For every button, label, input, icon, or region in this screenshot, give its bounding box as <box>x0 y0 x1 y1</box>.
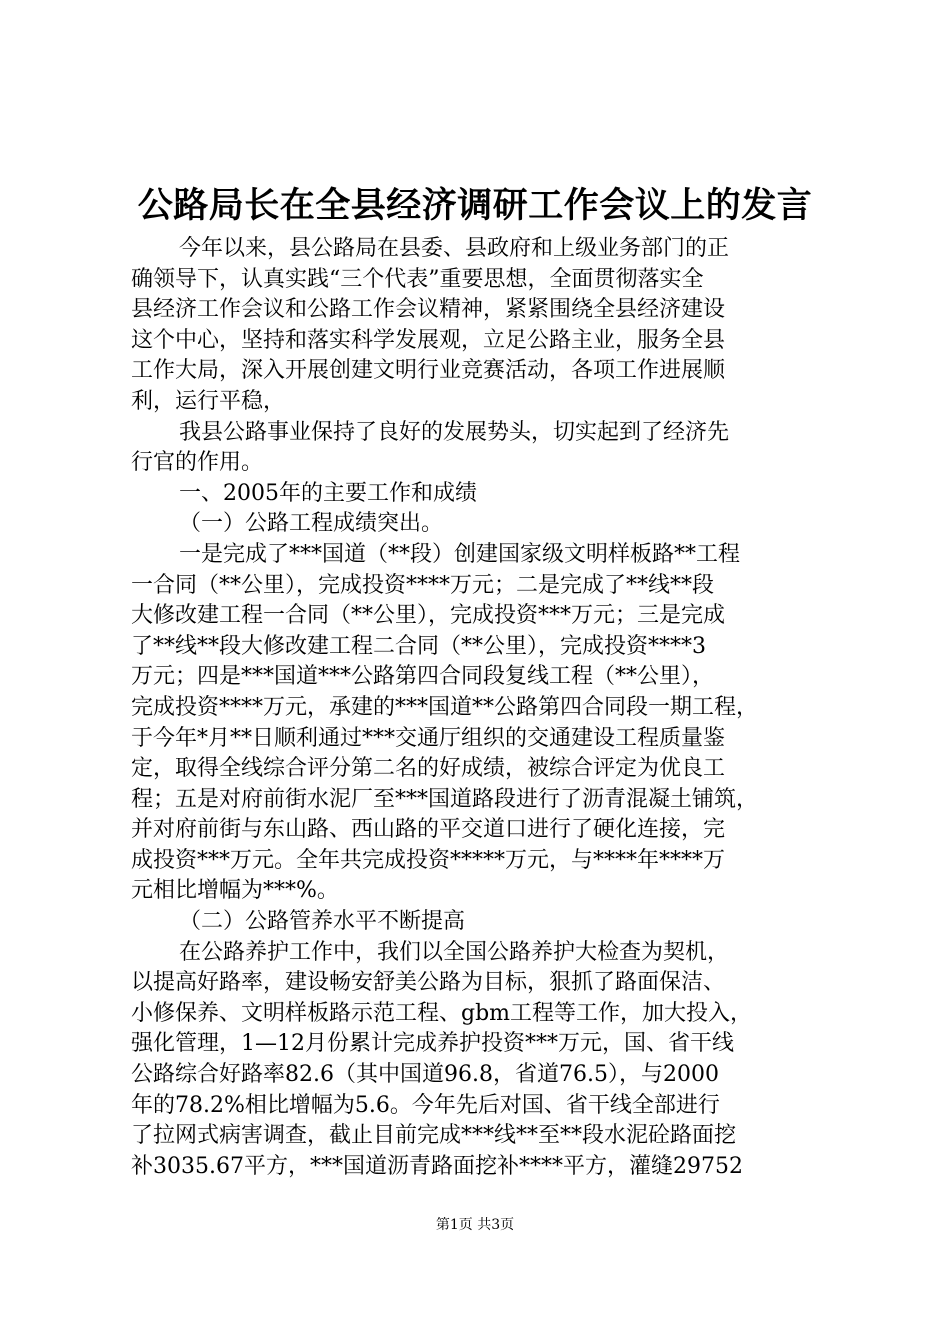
text-line: 强化管理，1—12月份累计完成养护投资***万元，国、省干线 <box>131 1031 734 1057</box>
text-line: 工作大局，深入开展创建文明行业竞赛活动，各项工作进展顺 <box>131 358 726 384</box>
text-line: 在公路养护工作中，我们以全国公路养护大检查为契机， <box>179 939 730 965</box>
text-line: 小修保养、文明样板路示范工程、gbm工程等工作，加大投入， <box>131 1000 753 1026</box>
text-line: 行官的作用。 <box>131 450 264 476</box>
text-line: 一是完成了***国道（**段）创建国家级文明样板路**工程 <box>179 541 741 567</box>
text-line: 县经济工作会议和公路工作会议精神，紧紧围绕全县经济建设 <box>131 297 726 323</box>
text-line: 公路综合好路率82.6（其中国道96.8，省道76.5），与2000 <box>131 1062 719 1088</box>
text-line: 程；五是对府前街水泥厂至***国道路段进行了沥青混凝土铺筑， <box>131 786 759 812</box>
page-footer: 第1页 共3页 <box>435 1217 515 1233</box>
text-line: 于今年*月**日顺利通过***交通厅组织的交通建设工程质量鉴 <box>131 725 726 751</box>
text-line: 并对府前街与东山路、西山路的平交道口进行了硬化连接，完 <box>131 817 726 843</box>
text-line: 成投资***万元。全年共完成投资*****万元，与****年****万 <box>131 847 726 873</box>
text-line: 确领导下，认真实践“三个代表”重要思想，全面贯彻落实全 <box>131 266 704 292</box>
text-line: 一合同（**公里），完成投资****万元；二是完成了**线**段 <box>131 572 715 598</box>
document-title: 公路局长在全县经济调研工作会议上的发言 <box>137 185 813 226</box>
text-line: 万元；四是***国道***公路第四合同段复线工程（**公里）， <box>131 664 715 690</box>
text-line: 以提高好路率，建设畅安舒美公路为目标，狠抓了路面保洁、 <box>131 970 726 996</box>
text-line: 了**线**段大修改建工程二合同（**公里），完成投资****3 <box>131 633 706 659</box>
text-line: 了拉网式病害调查，截止目前完成***线**至**段水泥砼路面挖 <box>131 1123 737 1149</box>
text-line: 元相比增幅为***%。 <box>131 878 339 904</box>
text-line: 我县公路事业保持了良好的发展势头，切实起到了经济先 <box>179 419 730 445</box>
text-line: 大修改建工程一合同（**公里），完成投资***万元；三是完成 <box>131 603 726 629</box>
subsection-heading: （一）公路工程成绩突出。 <box>179 511 444 537</box>
document-body <box>131 234 831 1182</box>
text-line: 年的78.2%相比增幅为5.6。今年先后对国、省干线全部进行 <box>131 1092 720 1118</box>
text-line: 补3035.67平方，***国道沥青路面挖补****平方，灌缝29752 <box>131 1153 743 1179</box>
section-heading: 一、2005年的主要工作和成绩 <box>179 480 477 506</box>
text-line: 定，取得全线综合评分第二名的好成绩，被综合评定为优良工 <box>131 756 726 782</box>
subsection-heading: （二）公路管养水平不断提高 <box>179 909 466 935</box>
text-line: 利，运行平稳， <box>131 388 286 414</box>
text-line: 这个中心，坚持和落实科学发展观，立足公路主业，服务全县 <box>131 327 726 353</box>
text-line: 今年以来，县公路局在县委、县政府和上级业务部门的正 <box>179 236 730 261</box>
text-line: 完成投资****万元，承建的***国道**公路第四合同段一期工程， <box>131 694 759 720</box>
